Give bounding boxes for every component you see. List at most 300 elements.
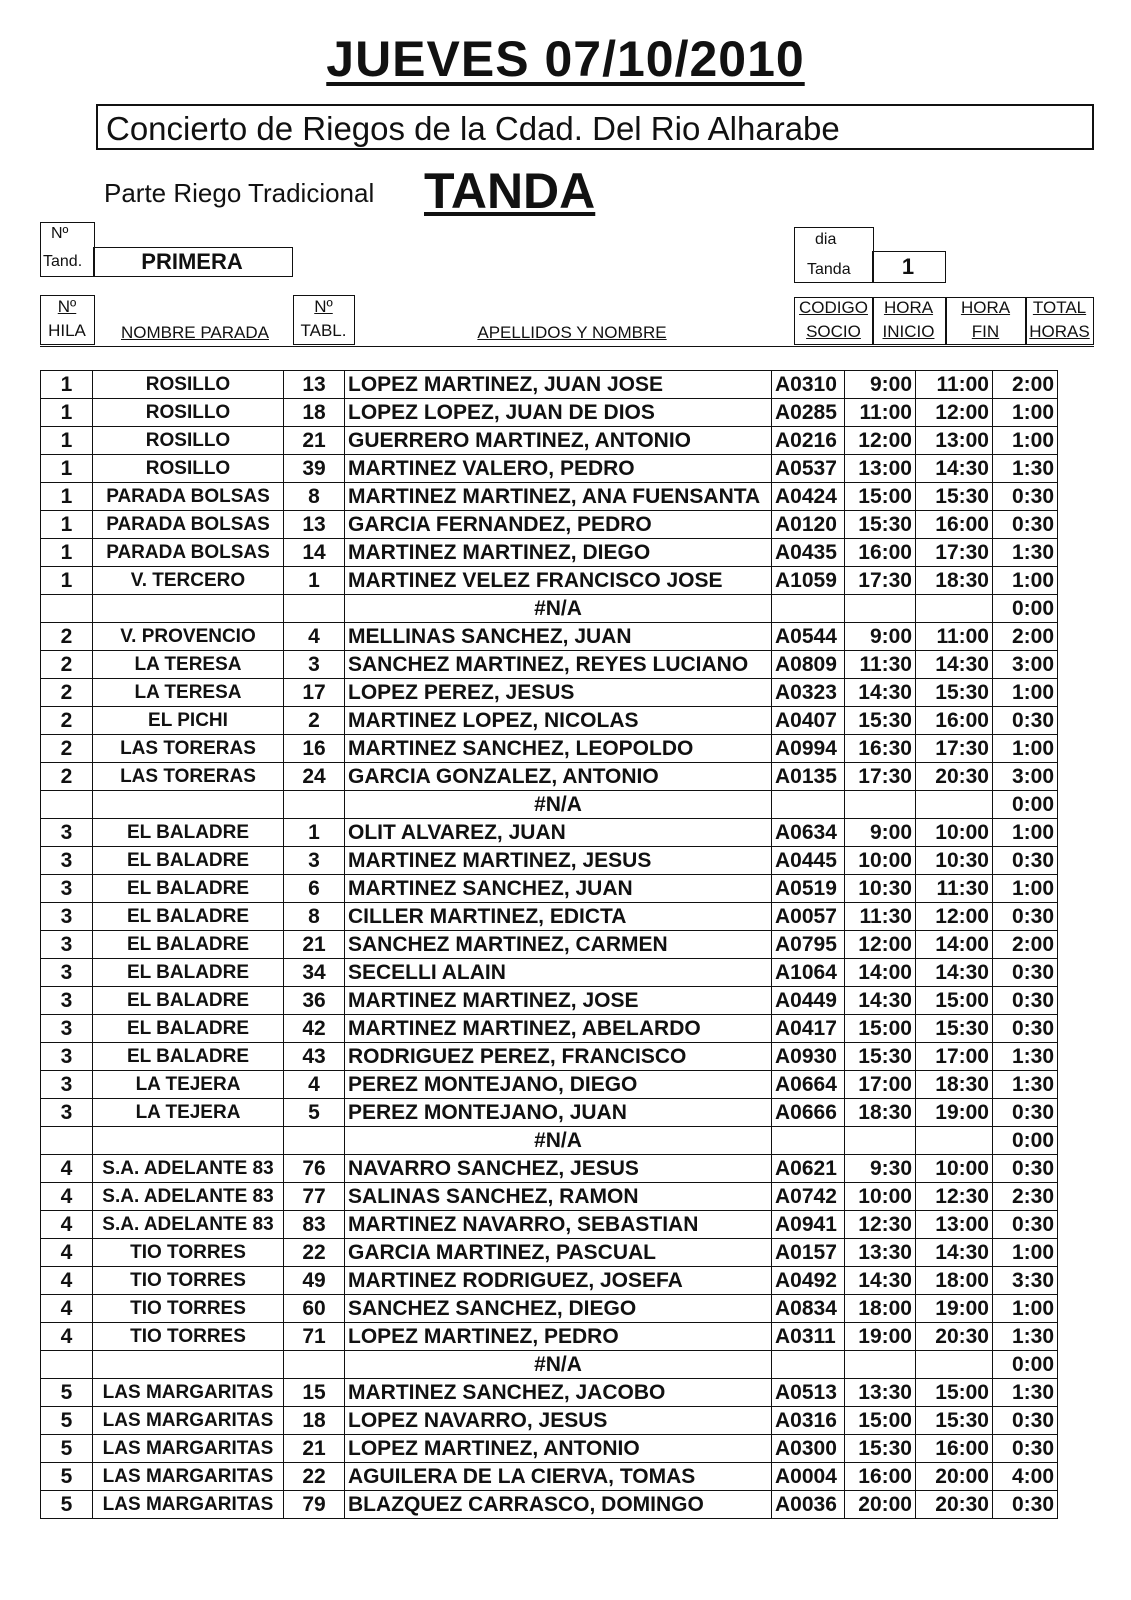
header-hila-bottom: HILA [48,321,86,340]
cell-hila: 5 [41,1435,93,1463]
cell-parada: EL PICHI [93,707,284,735]
cell-parada: LA TERESA [93,651,284,679]
cell-hora-fin: 12:30 [916,1183,993,1211]
cell-hora-inicio: 12:00 [845,931,916,959]
cell-tabl: 36 [284,987,345,1015]
cell-hila: 1 [41,483,93,511]
cell-hora-inicio: 20:00 [845,1491,916,1519]
table-row [41,959,1058,987]
cell-total-horas: 0:30 [993,1407,1058,1435]
header-fin-box [946,297,1026,345]
header-tabl-top: Nº [314,297,333,316]
cell-parada: LA TEJERA [93,1071,284,1099]
cell-hila: 1 [41,371,93,399]
cell-hila: 5 [41,1491,93,1519]
cell-codigo: A0135 [772,763,845,791]
cell-codigo: A0621 [772,1155,845,1183]
cell-tabl [284,1127,345,1155]
cell-hila [41,1351,93,1379]
cell-hora-inicio [845,791,916,819]
cell-parada: ROSILLO [93,399,284,427]
cell-codigo: A0994 [772,735,845,763]
table-row [41,1211,1058,1239]
cell-codigo: A0216 [772,427,845,455]
cell-nombre: MARTINEZ VALERO, PEDRO [345,455,772,483]
cell-hila: 4 [41,1295,93,1323]
cell-hora-fin: 19:00 [916,1099,993,1127]
cell-hila: 1 [41,455,93,483]
cell-parada: EL BALADRE [93,819,284,847]
table-row [41,371,1058,399]
cell-hora-fin: 11:30 [916,875,993,903]
cell-hora-inicio: 10:00 [845,847,916,875]
cell-nombre: SANCHEZ MARTINEZ, CARMEN [345,931,772,959]
cell-hila: 3 [41,1099,93,1127]
cell-hora-inicio [845,1351,916,1379]
table-row [41,1043,1058,1071]
cell-total-horas: 2:00 [993,623,1058,651]
cell-hora-fin: 14:00 [916,931,993,959]
table-row [41,1099,1058,1127]
table-row [41,1183,1058,1211]
cell-codigo: A0492 [772,1267,845,1295]
cell-total-horas: 0:30 [993,1211,1058,1239]
cell-codigo: A0834 [772,1295,845,1323]
cell-codigo: A0316 [772,1407,845,1435]
cell-tabl: 1 [284,819,345,847]
cell-total-horas: 1:30 [993,1379,1058,1407]
cell-total-horas: 0:30 [993,959,1058,987]
cell-nombre: LOPEZ MARTINEZ, PEDRO [345,1323,772,1351]
irrigation-table [40,370,1058,1519]
cell-tabl: 3 [284,651,345,679]
cell-nombre: #N/A [345,1351,772,1379]
cell-total-horas: 1:30 [993,539,1058,567]
cell-nombre: GARCIA MARTINEZ, PASCUAL [345,1239,772,1267]
cell-hora-inicio: 15:00 [845,1407,916,1435]
cell-hora-fin: 15:00 [916,987,993,1015]
cell-hila: 3 [41,987,93,1015]
cell-tabl: 22 [284,1463,345,1491]
cell-nombre: LOPEZ PEREZ, JESUS [345,679,772,707]
cell-parada: TIO TORRES [93,1267,284,1295]
cell-total-horas: 4:00 [993,1463,1058,1491]
cell-parada [93,595,284,623]
cell-hila: 1 [41,427,93,455]
cell-codigo: A0310 [772,371,845,399]
cell-total-horas: 0:30 [993,1099,1058,1127]
cell-parada: V. PROVENCIO [93,623,284,651]
cell-codigo: A0445 [772,847,845,875]
cell-tabl: 14 [284,539,345,567]
cell-tabl: 18 [284,1407,345,1435]
cell-tabl: 34 [284,959,345,987]
cell-codigo: A0004 [772,1463,845,1491]
cell-hila: 3 [41,1015,93,1043]
cell-tabl: 79 [284,1491,345,1519]
cell-hila: 2 [41,707,93,735]
header-tabl-bottom: TABL. [300,321,347,340]
tanda-label-box [40,222,95,277]
cell-total-horas: 0:00 [993,1351,1058,1379]
cell-hila [41,595,93,623]
cell-parada: TIO TORRES [93,1295,284,1323]
cell-nombre: SECELLI ALAIN [345,959,772,987]
cell-codigo: A0285 [772,399,845,427]
table-row [41,399,1058,427]
cell-nombre: SANCHEZ MARTINEZ, REYES LUCIANO [345,651,772,679]
cell-hora-inicio: 15:00 [845,1015,916,1043]
cell-total-horas: 1:00 [993,875,1058,903]
cell-parada: S.A. ADELANTE 83 [93,1211,284,1239]
cell-total-horas: 0:30 [993,483,1058,511]
cell-tabl: 13 [284,371,345,399]
cell-codigo: A0036 [772,1491,845,1519]
cell-hora-fin: 16:00 [916,511,993,539]
cell-hora-inicio: 18:30 [845,1099,916,1127]
cell-codigo: A1059 [772,567,845,595]
cell-codigo [772,1127,845,1155]
cell-hora-inicio: 10:00 [845,1183,916,1211]
cell-parada: EL BALADRE [93,987,284,1015]
cell-tabl: 76 [284,1155,345,1183]
cell-hora-fin: 12:00 [916,903,993,931]
cell-hora-inicio: 14:30 [845,679,916,707]
cell-hila: 2 [41,651,93,679]
cell-hora-fin: 20:30 [916,1323,993,1351]
cell-codigo: A0513 [772,1379,845,1407]
table-row [41,427,1058,455]
cell-total-horas: 1:00 [993,427,1058,455]
cell-total-horas: 1:00 [993,679,1058,707]
cell-hora-fin: 10:30 [916,847,993,875]
cell-hora-fin: 11:00 [916,623,993,651]
organization-name: Concierto de Riegos de la Cdad. Del Rio Alharabe [106,110,840,147]
cell-hora-inicio: 19:00 [845,1323,916,1351]
cell-total-horas: 0:30 [993,511,1058,539]
cell-total-horas: 0:00 [993,1127,1058,1155]
cell-total-horas: 0:30 [993,1155,1058,1183]
cell-hora-fin [916,595,993,623]
cell-hora-inicio: 9:00 [845,819,916,847]
cell-hora-fin [916,791,993,819]
parte-label: Parte Riego Tradicional [104,178,375,208]
table-row [41,931,1058,959]
cell-hila: 4 [41,1267,93,1295]
cell-codigo: A0300 [772,1435,845,1463]
table-row [41,1295,1058,1323]
cell-codigo: A0120 [772,511,845,539]
table-row [41,1071,1058,1099]
header-fin-top: HORA [960,298,1011,317]
cell-nombre: GARCIA FERNANDEZ, PEDRO [345,511,772,539]
cell-parada: EL BALADRE [93,931,284,959]
cell-codigo: A0666 [772,1099,845,1127]
cell-hora-fin [916,1127,993,1155]
cell-hora-fin: 18:30 [916,1071,993,1099]
cell-tabl: 43 [284,1043,345,1071]
cell-nombre: MARTINEZ NAVARRO, SEBASTIAN [345,1211,772,1239]
cell-hora-fin: 17:00 [916,1043,993,1071]
cell-codigo: A0930 [772,1043,845,1071]
cell-nombre: LOPEZ MARTINEZ, ANTONIO [345,1435,772,1463]
cell-nombre: LOPEZ NAVARRO, JESUS [345,1407,772,1435]
table-row [41,651,1058,679]
table-row [41,763,1058,791]
cell-hora-inicio: 14:30 [845,1267,916,1295]
cell-total-horas: 1:00 [993,1239,1058,1267]
cell-nombre: BLAZQUEZ CARRASCO, DOMINGO [345,1491,772,1519]
cell-codigo: A0157 [772,1239,845,1267]
table-row [41,1435,1058,1463]
table-row [41,623,1058,651]
cell-parada [93,1351,284,1379]
dia-label-top: dia [815,231,837,248]
cell-total-horas: 3:00 [993,763,1058,791]
cell-nombre: MARTINEZ MARTINEZ, DIEGO [345,539,772,567]
cell-tabl: 39 [284,455,345,483]
cell-nombre: MARTINEZ SANCHEZ, LEOPOLDO [345,735,772,763]
cell-nombre: GUERRERO MARTINEZ, ANTONIO [345,427,772,455]
cell-total-horas: 1:00 [993,399,1058,427]
cell-hora-inicio: 16:30 [845,735,916,763]
table-row [41,735,1058,763]
cell-hora-fin: 20:30 [916,763,993,791]
header-codigo-box [794,297,874,345]
header-hila-top: Nº [57,297,77,316]
cell-hila [41,1127,93,1155]
cell-codigo: A0057 [772,903,845,931]
cell-hora-inicio: 15:30 [845,707,916,735]
cell-hila: 3 [41,847,93,875]
cell-nombre: AGUILERA DE LA CIERVA, TOMAS [345,1463,772,1491]
cell-hila: 1 [41,539,93,567]
cell-tabl: 17 [284,679,345,707]
header-tabl-box [293,295,355,345]
cell-hila: 3 [41,1071,93,1099]
cell-tabl: 8 [284,903,345,931]
cell-codigo: A0941 [772,1211,845,1239]
cell-total-horas: 1:00 [993,567,1058,595]
header-inicio-box [872,297,946,345]
table-row [41,791,1058,819]
cell-total-horas: 1:00 [993,1295,1058,1323]
cell-codigo: A0809 [772,651,845,679]
table-row [41,707,1058,735]
table-row [41,1463,1058,1491]
cell-parada: LAS MARGARITAS [93,1491,284,1519]
cell-hora-fin: 16:00 [916,707,993,735]
cell-parada: LAS MARGARITAS [93,1379,284,1407]
cell-tabl: 21 [284,931,345,959]
cell-total-horas: 1:00 [993,819,1058,847]
cell-hora-inicio: 17:30 [845,763,916,791]
table-row [41,1239,1058,1267]
cell-hora-inicio: 11:30 [845,903,916,931]
organization-box [96,104,1094,150]
cell-parada: PARADA BOLSAS [93,483,284,511]
cell-tabl: 1 [284,567,345,595]
cell-parada: S.A. ADELANTE 83 [93,1183,284,1211]
cell-total-horas: 0:30 [993,1435,1058,1463]
cell-hora-fin: 15:00 [916,1379,993,1407]
cell-codigo: A0537 [772,455,845,483]
cell-parada: LAS MARGARITAS [93,1407,284,1435]
cell-nombre: MARTINEZ VELEZ FRANCISCO JOSE [345,567,772,595]
header-hila-box [40,295,95,345]
cell-tabl: 22 [284,1239,345,1267]
table-row [41,1407,1058,1435]
cell-nombre: MARTINEZ SANCHEZ, JACOBO [345,1379,772,1407]
cell-hila: 3 [41,875,93,903]
cell-tabl [284,1351,345,1379]
cell-hora-inicio [845,1127,916,1155]
cell-tabl: 3 [284,847,345,875]
cell-nombre: MARTINEZ MARTINEZ, ANA FUENSANTA [345,483,772,511]
cell-hora-inicio: 18:00 [845,1295,916,1323]
table-row [41,483,1058,511]
cell-hora-inicio: 11:30 [845,651,916,679]
cell-parada: LAS MARGARITAS [93,1435,284,1463]
cell-hora-inicio: 13:30 [845,1239,916,1267]
cell-hila: 1 [41,567,93,595]
cell-total-horas: 1:30 [993,1071,1058,1099]
cell-parada: ROSILLO [93,455,284,483]
cell-tabl: 83 [284,1211,345,1239]
cell-nombre: NAVARRO SANCHEZ, JESUS [345,1155,772,1183]
cell-nombre: GARCIA GONZALEZ, ANTONIO [345,763,772,791]
cell-hila: 3 [41,959,93,987]
table-row [41,539,1058,567]
cell-nombre: SALINAS SANCHEZ, RAMON [345,1183,772,1211]
cell-hora-fin: 12:00 [916,399,993,427]
header-fin-bottom: FIN [971,322,1000,341]
table-row [41,987,1058,1015]
cell-codigo [772,791,845,819]
cell-tabl: 13 [284,511,345,539]
cell-hila: 4 [41,1239,93,1267]
header-codigo-bottom: SOCIO [806,322,861,341]
cell-hora-fin: 15:30 [916,1015,993,1043]
cell-hora-inicio: 16:00 [845,1463,916,1491]
cell-tabl: 21 [284,1435,345,1463]
cell-tabl: 4 [284,1071,345,1099]
cell-nombre: MARTINEZ SANCHEZ, JUAN [345,875,772,903]
cell-hora-inicio: 15:00 [845,483,916,511]
cell-codigo [772,595,845,623]
cell-codigo: A0519 [772,875,845,903]
cell-codigo: A0544 [772,623,845,651]
cell-parada: ROSILLO [93,427,284,455]
cell-hora-fin: 15:30 [916,1407,993,1435]
cell-parada: ROSILLO [93,371,284,399]
cell-nombre: OLIT ALVAREZ, JUAN [345,819,772,847]
cell-hora-fin: 19:00 [916,1295,993,1323]
cell-codigo: A0323 [772,679,845,707]
table-row [41,1127,1058,1155]
cell-hila: 3 [41,1043,93,1071]
cell-parada: LA TERESA [93,679,284,707]
cell-codigo: A0664 [772,1071,845,1099]
cell-total-horas: 1:30 [993,1043,1058,1071]
cell-hora-inicio: 14:00 [845,959,916,987]
cell-parada: S.A. ADELANTE 83 [93,1155,284,1183]
cell-nombre: #N/A [345,1127,772,1155]
cell-hora-inicio: 15:30 [845,1043,916,1071]
cell-hora-fin: 13:00 [916,1211,993,1239]
tanda-heading: TANDA [424,163,596,219]
cell-tabl: 2 [284,707,345,735]
cell-parada: LAS MARGARITAS [93,1463,284,1491]
cell-hora-fin: 14:30 [916,455,993,483]
cell-total-horas: 0:30 [993,847,1058,875]
cell-tabl: 21 [284,427,345,455]
cell-parada [93,1127,284,1155]
cell-hila: 4 [41,1211,93,1239]
cell-hila: 3 [41,931,93,959]
cell-nombre: CILLER MARTINEZ, EDICTA [345,903,772,931]
cell-hora-inicio: 12:30 [845,1211,916,1239]
cell-hora-fin: 14:30 [916,1239,993,1267]
cell-codigo: A0417 [772,1015,845,1043]
cell-hila: 3 [41,903,93,931]
cell-total-horas: 0:30 [993,987,1058,1015]
cell-parada: EL BALADRE [93,959,284,987]
cell-hora-inicio: 10:30 [845,875,916,903]
cell-hila: 1 [41,399,93,427]
table-row [41,679,1058,707]
cell-hora-fin: 20:00 [916,1463,993,1491]
cell-hila [41,791,93,819]
cell-total-horas: 2:30 [993,1183,1058,1211]
table-row [41,1015,1058,1043]
cell-parada: V. TERCERO [93,567,284,595]
dia-value: 1 [901,254,915,279]
cell-parada: PARADA BOLSAS [93,539,284,567]
cell-hila: 4 [41,1323,93,1351]
tanda-value: PRIMERA [141,249,243,274]
cell-parada: EL BALADRE [93,903,284,931]
table-row [41,1267,1058,1295]
cell-nombre: MELLINAS SANCHEZ, JUAN [345,623,772,651]
cell-nombre: PEREZ MONTEJANO, JUAN [345,1099,772,1127]
cell-hora-inicio: 15:30 [845,1435,916,1463]
cell-hora-fin: 15:30 [916,483,993,511]
cell-hora-fin: 20:30 [916,1491,993,1519]
tanda-label-top: Nº [51,225,69,242]
cell-total-horas: 1:30 [993,1323,1058,1351]
cell-parada: LA TEJERA [93,1099,284,1127]
table-row [41,819,1058,847]
page-title: JUEVES 07/10/2010 [326,31,805,87]
header-nombre: APELLIDOS Y NOMBRE [477,323,667,342]
cell-hora-inicio: 16:00 [845,539,916,567]
header-divider [40,346,1094,347]
cell-codigo: A0742 [772,1183,845,1211]
cell-tabl: 77 [284,1183,345,1211]
cell-hora-inicio [845,595,916,623]
cell-nombre: LOPEZ MARTINEZ, JUAN JOSE [345,371,772,399]
cell-nombre: MARTINEZ LOPEZ, NICOLAS [345,707,772,735]
cell-hila: 2 [41,735,93,763]
cell-total-horas: 0:30 [993,707,1058,735]
cell-tabl: 71 [284,1323,345,1351]
cell-hora-inicio: 15:30 [845,511,916,539]
dia-label-bottom: Tanda [807,261,851,278]
header-codigo-top: CODIGO [799,298,868,317]
cell-hora-inicio: 9:00 [845,623,916,651]
cell-parada: EL BALADRE [93,875,284,903]
